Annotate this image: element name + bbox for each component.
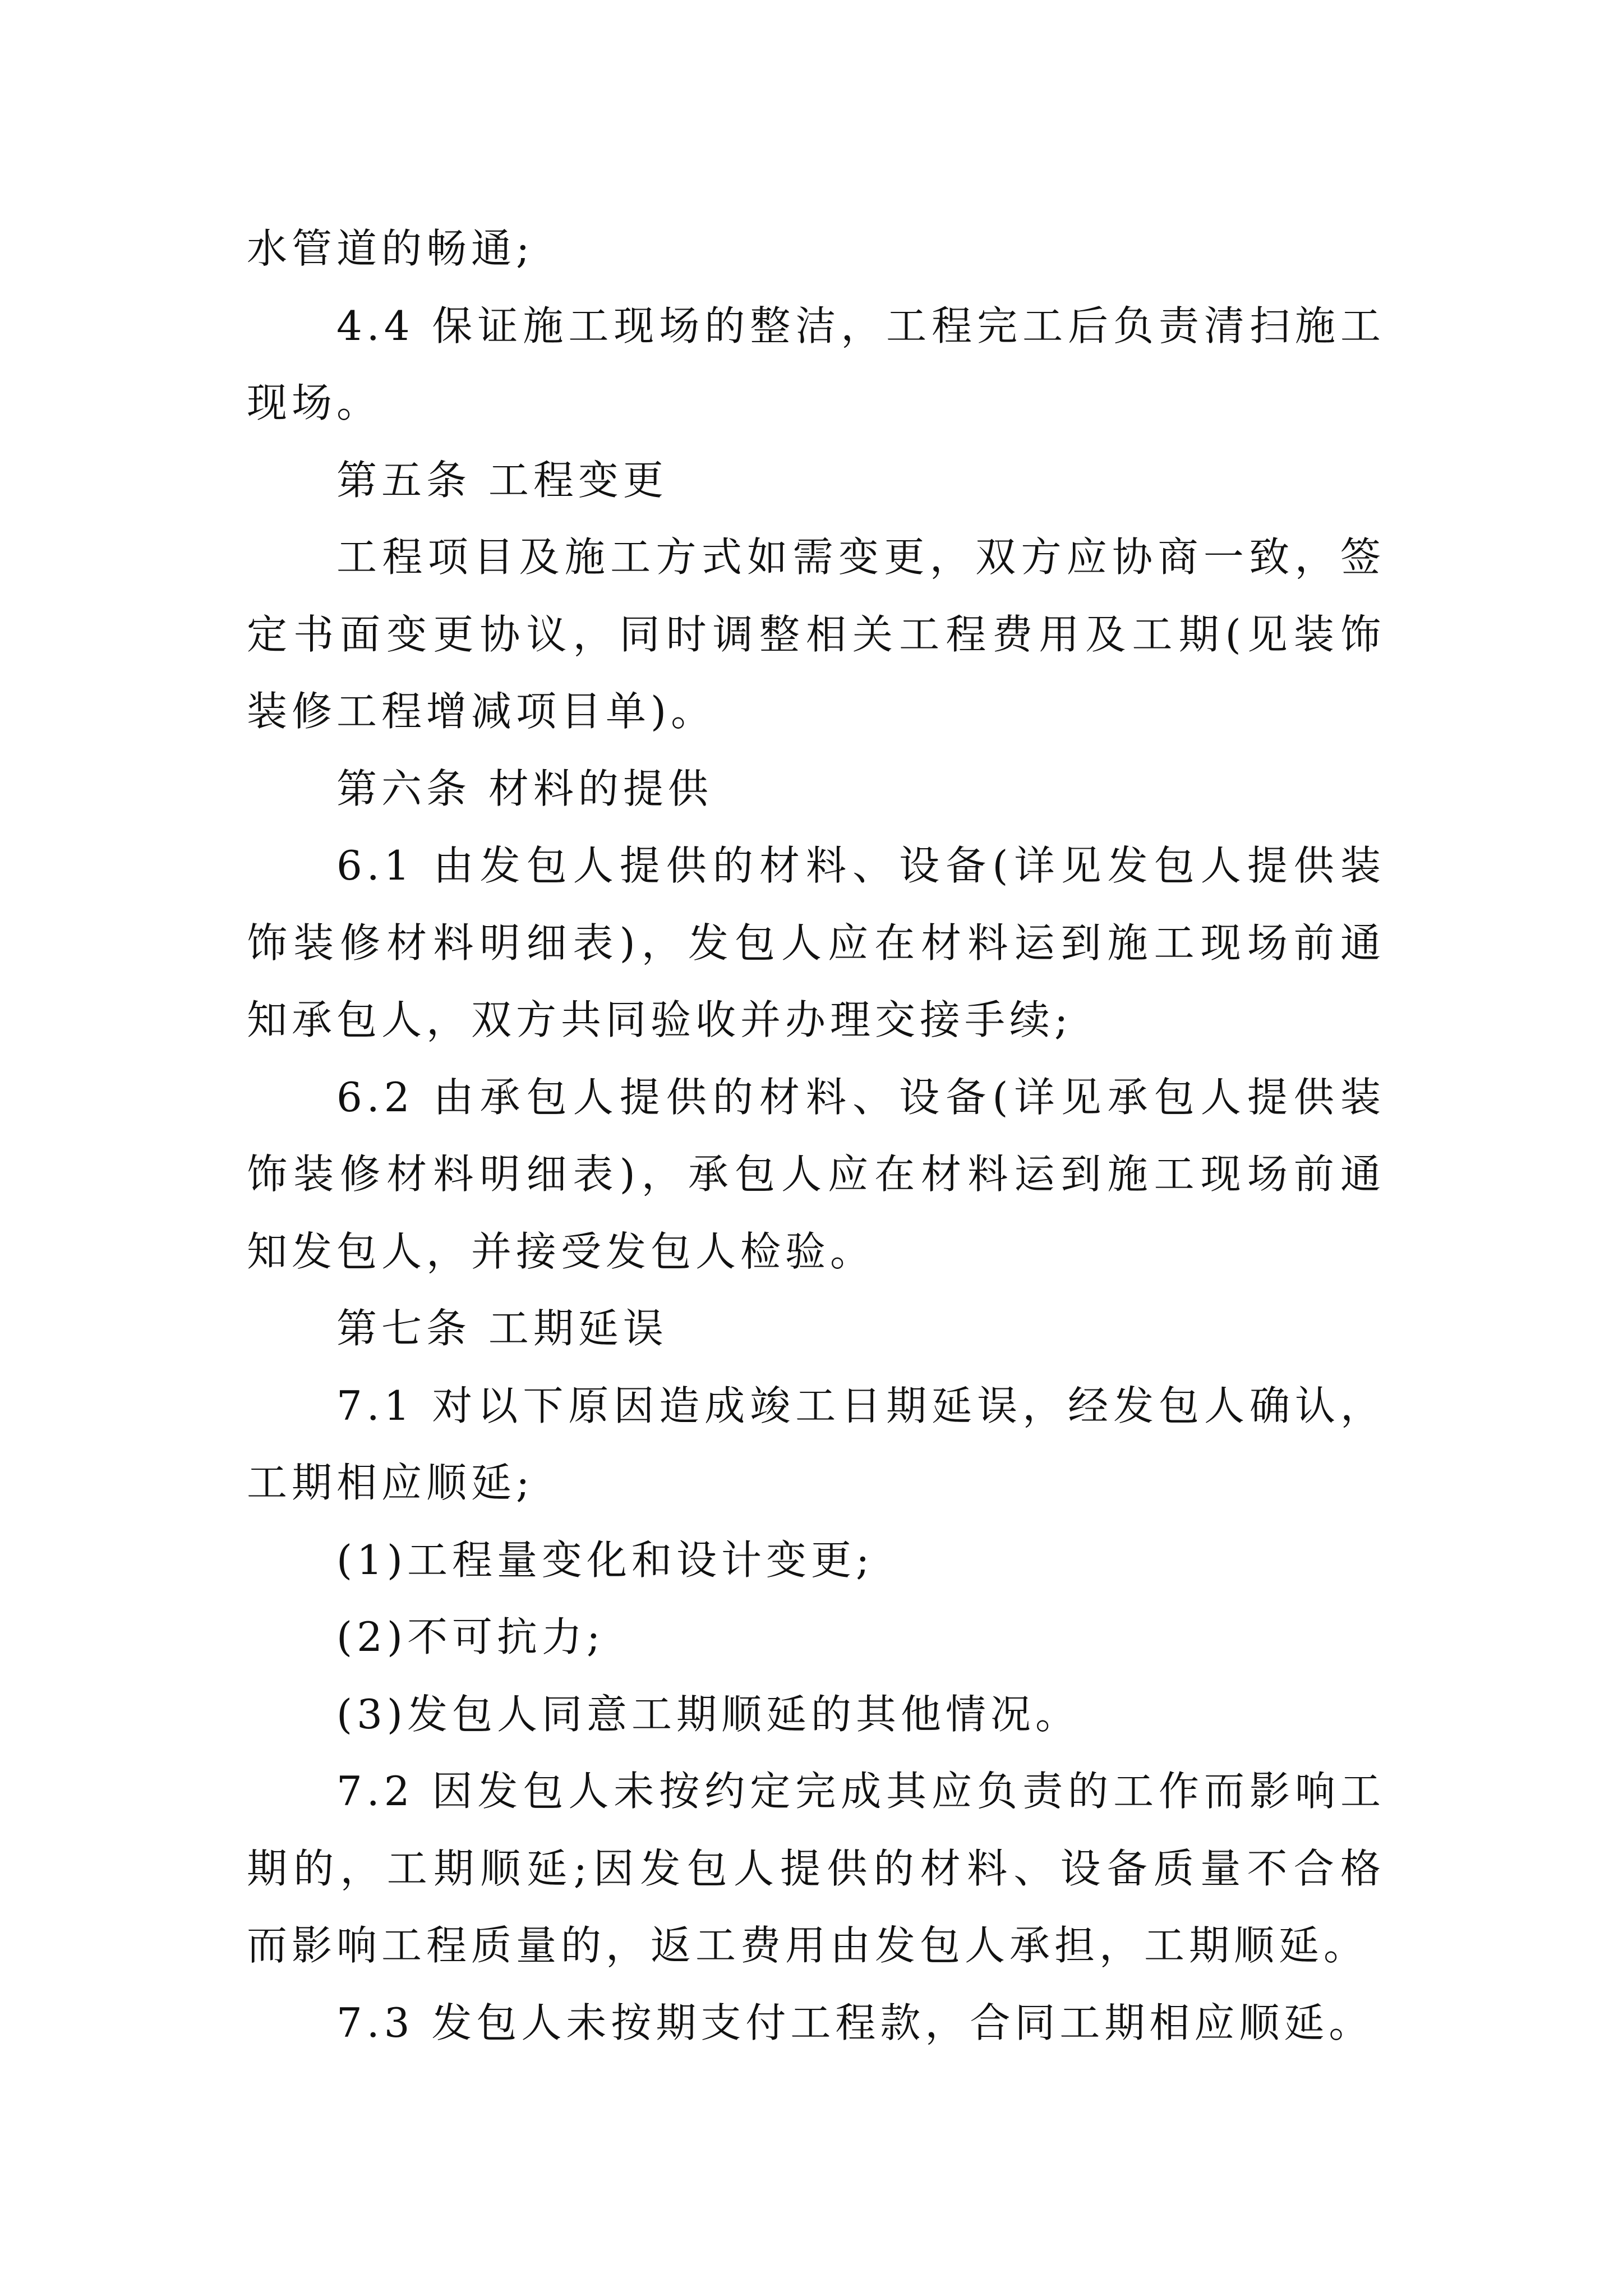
heading-article-6: 第六条 材料的提供 [336,765,713,812]
paragraph-7-3: 7.3 发包人未按期支付工程款，合同工期相应顺延。 [336,1999,1374,2046]
paragraph-4-4: 4.4 保证施工现场的整洁，工程完工后负责清扫施工现场。 [247,302,1385,426]
paragraph-7-1: 7.1 对以下原因造成竣工日期延误，经发包人确认，工期相应顺延; [247,1382,1385,1506]
list-item-2: (2)不可抗力; [336,1613,605,1660]
paragraph-continuation: 水管道的畅通; [247,225,534,272]
list-item-3: (3)发包人同意工期顺延的其他情况。 [336,1690,1080,1738]
paragraph-7-2: 7.2 因发包人未按约定完成其应负责的工作而影响工期的，工期顺延;因发包人提供的材料、设备质量不合格而影响工程质量的，返工费用由发包人承担，工期顺延。 [247,1768,1385,1969]
heading-article-7: 第七条 工期延误 [336,1305,668,1352]
paragraph-6-2: 6.2 由承包人提供的材料、设备(详见承包人提供装饰装修材料明细表)，承包人应在材料运到施工现场前通知发包人，并接受发包人检验。 [247,1073,1385,1275]
document-body [247,210,1385,2062]
list-item-1: (1)工程量变化和设计变更; [336,1536,874,1584]
heading-article-5: 第五条 工程变更 [336,456,668,504]
paragraph-6-1: 6.1 由发包人提供的材料、设备(详见发包人提供装饰装修材料明细表)，发包人应在材料运到施工现场前通知承包人，双方共同验收并办理交接手续; [247,842,1385,1043]
paragraph-article-5-body: 工程项目及施工方式如需变更，双方应协商一致，签定书面变更协议，同时调整相关工程费用及工期(见装饰装修工程增减项目单)。 [247,533,1385,735]
